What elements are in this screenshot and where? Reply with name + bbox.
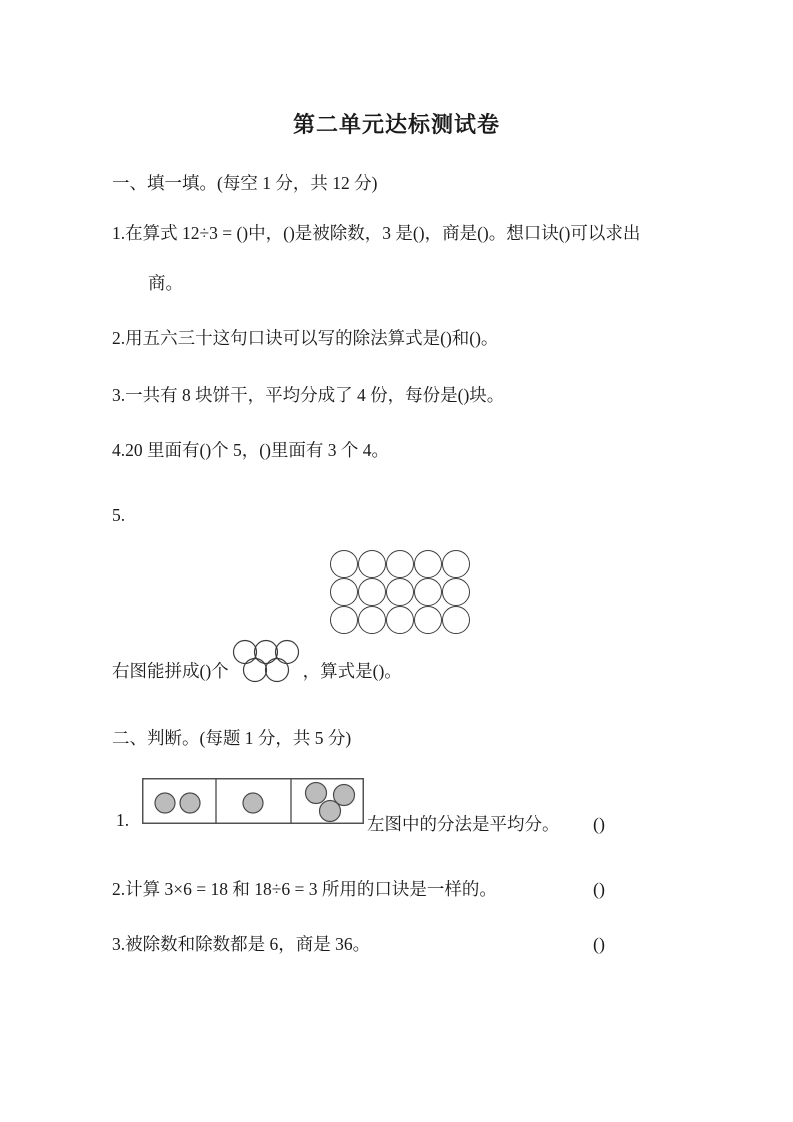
equal-share-box-figure xyxy=(142,778,364,824)
rings-cluster-figure xyxy=(231,638,301,685)
grid-circle xyxy=(442,578,470,606)
section2-header: 二、判断。(每题 1 分，共 5 分) xyxy=(112,728,352,748)
grid-circle xyxy=(358,606,386,634)
grid-circle xyxy=(330,578,358,606)
s2-q3-answer-parens: () xyxy=(593,934,605,954)
s1-q5-row xyxy=(112,638,402,685)
s2-q1-answer-parens: () xyxy=(593,814,605,834)
section1-header: 一、填一填。(每空 1 分，共 12 分) xyxy=(112,173,378,193)
grid-circle xyxy=(442,606,470,634)
grid-circle xyxy=(330,550,358,578)
s1-q5-label: 5. xyxy=(112,505,126,525)
s2-q3-text: 3.被除数和除数都是 6，商是 36。 xyxy=(112,934,371,954)
grid-circle xyxy=(386,606,414,634)
s2-q2-answer-parens: () xyxy=(593,879,605,899)
s2-q2-text: 2.计算 3×6 = 18 和 18÷6 = 3 所用的口诀是一样的。 xyxy=(112,879,497,899)
s2-q1-label: 1. xyxy=(116,810,130,830)
page-title: 第二单元达标测试卷 xyxy=(292,113,500,138)
s1-q1-line2: 商。 xyxy=(148,273,183,293)
grid-circle xyxy=(414,550,442,578)
circles-grid-figure xyxy=(330,550,470,634)
s2-q1-text: 左图中的分法是平均分。 xyxy=(367,814,560,834)
s1-q2: 2.用五六三十这句口诀可以写的除法算式是()和()。 xyxy=(112,328,499,348)
s1-q5-text-before: 右图能拼成()个 xyxy=(112,661,229,681)
grid-circle xyxy=(358,578,386,606)
grid-circle xyxy=(358,550,386,578)
s1-q1-line1: 1.在算式 12÷3 = ()中，()是被除数，3 是()，商是()。想口诀()可以求出 xyxy=(112,223,641,243)
grid-circle xyxy=(330,606,358,634)
grid-circle xyxy=(386,578,414,606)
grid-circle xyxy=(414,578,442,606)
s1-q3: 3.一共有 8 块饼干，平均分成了 4 份，每份是()块。 xyxy=(112,385,505,405)
s1-q5-text-after: ，算式是()。 xyxy=(302,661,402,681)
grid-circle xyxy=(442,550,470,578)
grid-circle xyxy=(414,606,442,634)
grid-circle xyxy=(386,550,414,578)
s1-q4: 4.20 里面有()个 5，()里面有 3 个 4。 xyxy=(112,440,390,460)
